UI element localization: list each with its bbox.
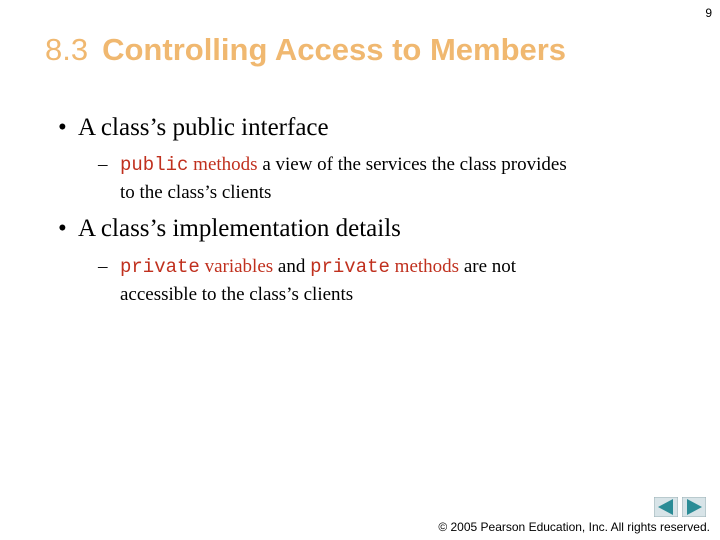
sub-text-rest: a view of the services the class provides: [257, 154, 567, 175]
code-private-2: private: [310, 256, 390, 278]
dash-icon: –: [98, 154, 108, 175]
sub-bullet-private-members: [98, 253, 516, 308]
sub-text-line2: to the class’s clients: [120, 182, 272, 203]
bullet-icon: •: [58, 215, 67, 242]
bullet-text: A class’s implementation details: [78, 215, 401, 242]
code-public: public: [120, 154, 189, 176]
bullet-text: A class’s public interface: [78, 114, 329, 141]
sub-bullet-public-methods: [98, 151, 567, 206]
sub-text-rest: are not: [459, 256, 517, 277]
bullet-icon: •: [58, 114, 67, 141]
sub-text-line2: accessible to the class’s clients: [120, 284, 354, 305]
dash-icon: –: [98, 256, 108, 277]
bullet-public-interface: [58, 114, 329, 142]
bullet-implementation-details: [58, 215, 401, 243]
red-variables: variables: [199, 256, 274, 277]
red-methods: methods: [188, 154, 258, 175]
page-number: 9: [705, 6, 712, 20]
left-arrow-icon: [654, 497, 678, 517]
and-text: and: [273, 256, 311, 277]
prev-slide-button[interactable]: [654, 497, 678, 517]
red-methods: methods: [389, 256, 460, 277]
right-arrow-icon: [682, 497, 706, 517]
title-text: Controlling Access to Members: [102, 32, 567, 67]
slide-title: [45, 32, 566, 68]
code-private-1: private: [120, 256, 200, 278]
copyright-footer: © 2005 Pearson Education, Inc. All rights reserved.: [438, 520, 710, 534]
section-number: 8.3: [45, 32, 89, 67]
next-slide-button[interactable]: [682, 497, 706, 517]
